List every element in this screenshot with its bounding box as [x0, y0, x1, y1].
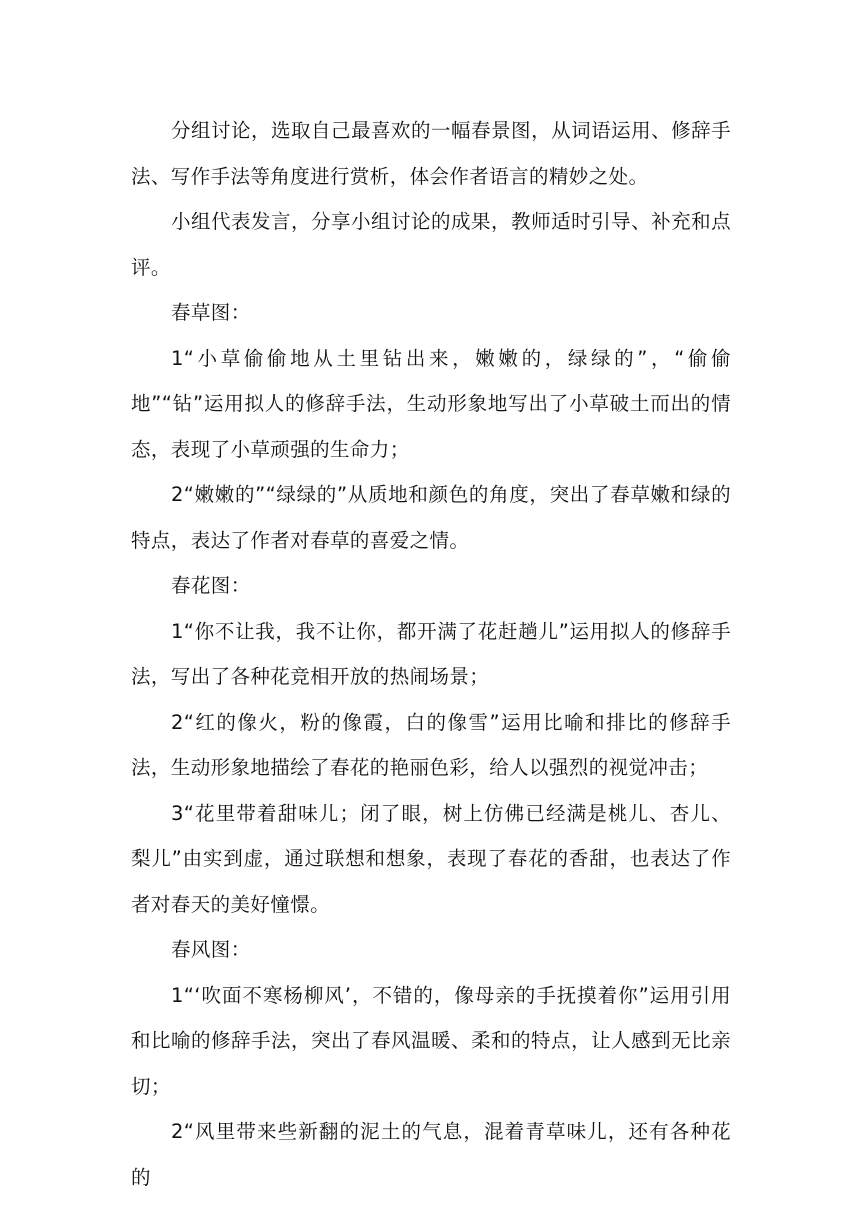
- heading-spring-wind: 春风图：: [171, 938, 251, 961]
- paragraph-grass-point-1: 1“小草偷偷地从土里钻出来，嫩嫩的，绿绿的”，“偷偷地”“钻”运用拟人的修辞手法，生动形象地写出了小草破土而出的情态，表现了小草顽强的生命力；: [131, 346, 731, 461]
- paragraph-wind-point-1: 1“‘吹面不寒杨柳风’，不错的，像母亲的手抚摸着你”运用引用和比喻的修辞手法，突出了春风温暖、柔和的特点，让人感到无比亲切；: [131, 983, 731, 1098]
- paragraph-group-discussion: 分组讨论，选取自己最喜欢的一幅春景图，从词语运用、修辞手法、写作手法等角度进行赏析，体会作者语言的精妙之处。: [131, 119, 731, 188]
- paragraph-flower-point-2: 2“红的像火，粉的像霞，白的像雪”运用比喻和排比的修辞手法，生动形象地描绘了春花的艳丽色彩，给人以强烈的视觉冲击；: [131, 710, 731, 779]
- paragraph-wind-point-2: 2“风里带来些新翻的泥土的气息，混着青草味儿，还有各种花的: [131, 1120, 731, 1189]
- paragraph-grass-point-2: 2“嫩嫩的”“绿绿的”从质地和颜色的角度，突出了春草嫩和绿的特点，表达了作者对春草的喜爱之情。: [131, 483, 731, 552]
- paragraph-flower-point-3: 3“花里带着甜味儿；闭了眼，树上仿佛已经满是桃儿、杏儿、梨儿”由实到虚，通过联想和想象，表现了春花的香甜，也表达了作者对春天的美好憧憬。: [131, 801, 731, 916]
- paragraph-group-report: 小组代表发言，分享小组讨论的成果，教师适时引导、补充和点评。: [131, 210, 731, 279]
- heading-spring-flowers: 春花图：: [171, 574, 251, 597]
- document-page: [131, 108, 731, 1200]
- paragraph-flower-point-1: 1“你不让我，我不让你，都开满了花赶趟儿”运用拟人的修辞手法，写出了各种花竞相开放的热闹场景；: [131, 619, 731, 688]
- heading-spring-grass: 春草图：: [171, 301, 251, 324]
